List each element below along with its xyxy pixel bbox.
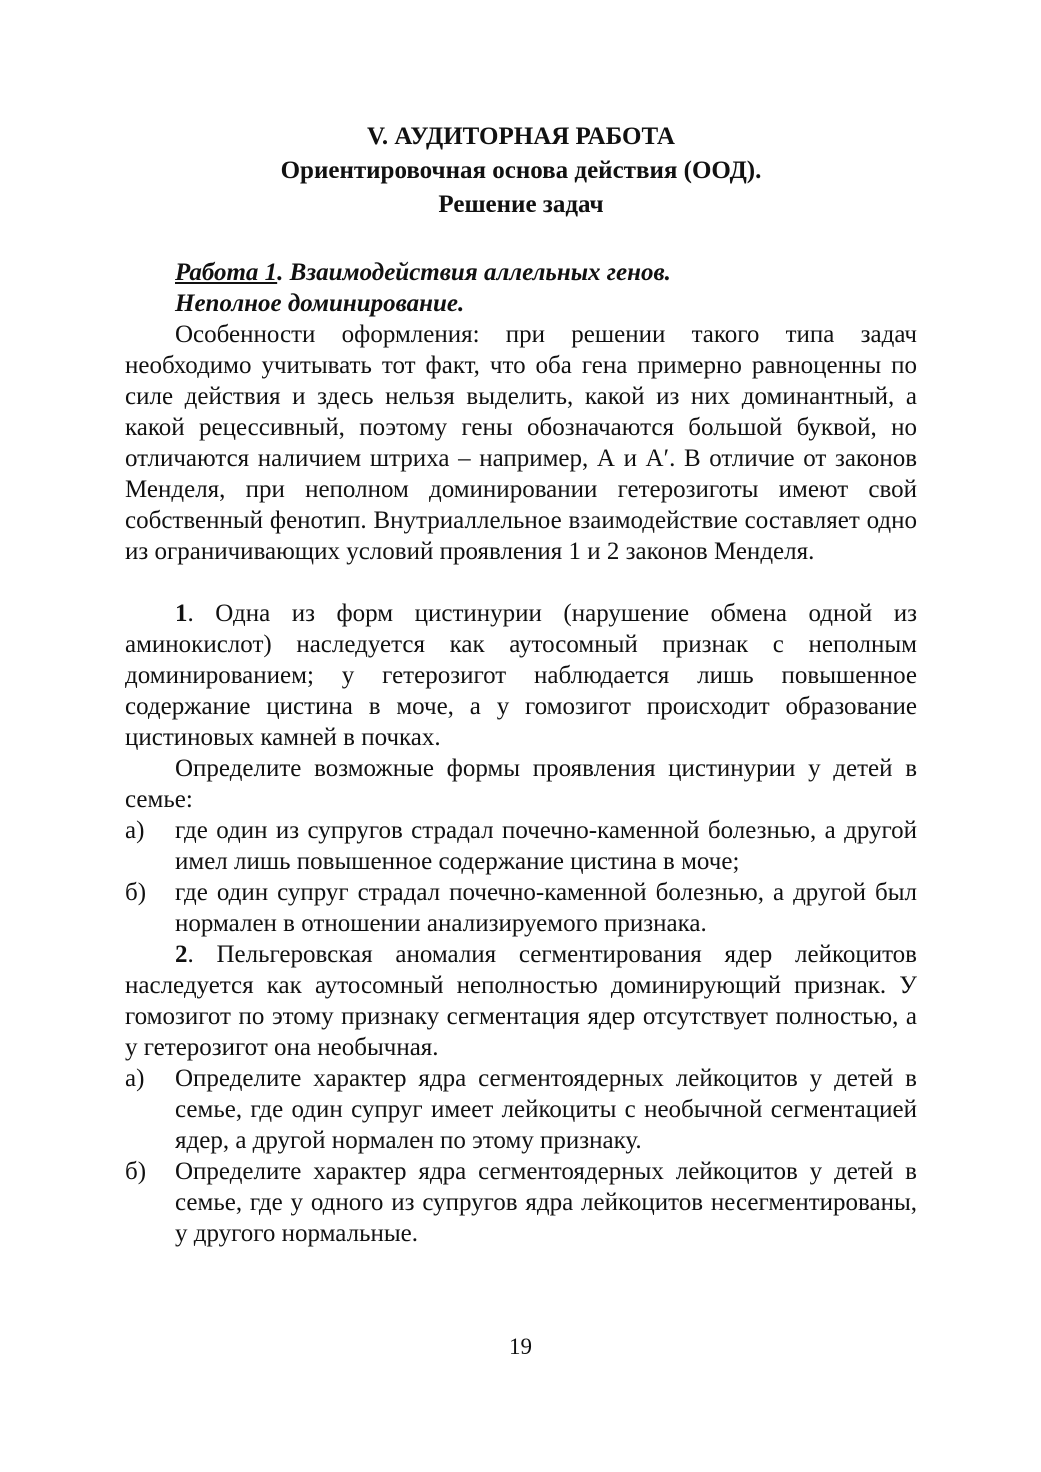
heading-line-3: Решение задач bbox=[438, 191, 604, 218]
heading-line-1: V. АУДИТОРНАЯ РАБОТА bbox=[367, 123, 675, 150]
list-item bbox=[125, 815, 917, 877]
intro-paragraph: Особенности оформления: при решении такого типа задач необходимо учитывать тот факт, что оба гена примерно равноценны по силе действия и здесь нельзя выделить, какой из них доминантный, а какой рецессивный, поэтому гены обозначаются большой буквой, но отличаются наличием штриха – например, А и А′. В отличие от законов Менделя, при неполном доминировании гетерозиготы имеют свой собственный фенотип. Внутриаллельное взаимодействие составляет одно из ограничивающих условий проявления 1 и 2 законов Менделя. bbox=[125, 321, 917, 565]
section-heading bbox=[125, 120, 917, 222]
list-marker: б) bbox=[125, 1158, 147, 1185]
list-marker: а) bbox=[125, 817, 145, 844]
list-item-text: Определите характер ядра сегментоядерных лейкоцитов у детей в семье, где у одного из супругов ядра лейкоцитов несегментированы, у другого нормальные. bbox=[175, 1158, 917, 1247]
task-1-text: . Одна из форм цистинурии (нарушение обмена одной из аминокислот) наследуется как аутосомный признак с неполным доминированием; у гетерозигот наблюдается лишь повышенное содержание цистина в моче, а у гомозигот происходит образование цистиновых камней в почках. bbox=[125, 600, 917, 751]
task-2-number: 2 bbox=[175, 941, 188, 968]
work-title-rest: . Взаимодействия аллельных генов. bbox=[277, 259, 671, 286]
spacer bbox=[125, 567, 917, 598]
heading-line-2: Ориентировочная основа действия (ООД). bbox=[280, 157, 762, 184]
task-2-text: . Пельгеровская аномалия сегментирования ядер лейкоцитов наследуется как аутосомный неполностью доминирующий признак. У гомозигот по этому признаку сегментация ядер отсутствует полностью, а у гетерозигот она необычная. bbox=[125, 941, 917, 1061]
task-1-question: Определите возможные формы проявления цистинурии у детей в семье: bbox=[125, 755, 917, 813]
work-subtitle: Неполное доминирование. bbox=[175, 290, 465, 317]
page-content bbox=[125, 120, 917, 1249]
task-1-number: 1 bbox=[175, 600, 188, 627]
work-label: Работа 1 bbox=[175, 259, 278, 286]
task-1-paragraph bbox=[125, 598, 917, 753]
list-marker: б) bbox=[125, 879, 147, 906]
page-number: 19 bbox=[509, 1334, 532, 1359]
list-item bbox=[125, 877, 917, 939]
list-item bbox=[125, 1063, 917, 1156]
list-item bbox=[125, 1156, 917, 1249]
task-2-paragraph bbox=[125, 939, 917, 1063]
list-item-text: Определите характер ядра сегментоядерных лейкоцитов у детей в семье, где один супруг имеет лейкоциты с необычной сегментацией ядер, а другой нормален по этому признаку. bbox=[175, 1065, 917, 1154]
work-title bbox=[125, 257, 917, 288]
list-item-text: где один из супругов страдал почечно-каменной болезнью, а другой имел лишь повышенное содержание цистина в моче; bbox=[175, 817, 917, 875]
list-marker: а) bbox=[125, 1065, 145, 1092]
list-item-text: где один супруг страдал почечно-каменной болезнью, а другой был нормален в отношении анализируемого признака. bbox=[175, 879, 917, 937]
